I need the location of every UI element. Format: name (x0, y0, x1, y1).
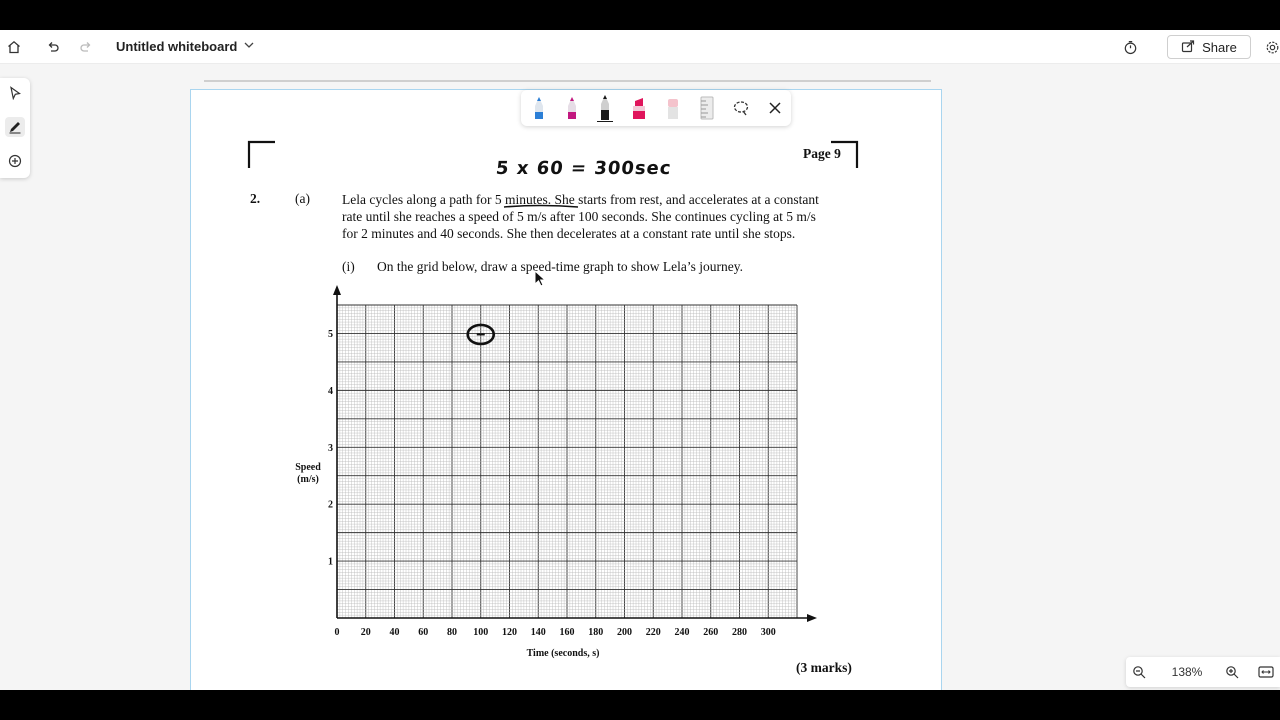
x-tick-label: 40 (389, 627, 400, 638)
share-icon (1181, 39, 1195, 56)
y-axis-label: (m/s) (297, 474, 319, 485)
select-pointer-icon[interactable] (5, 83, 25, 103)
x-tick-label: 300 (760, 627, 776, 638)
close-icon[interactable] (761, 94, 789, 122)
x-tick-label: 160 (559, 627, 575, 638)
paragraph-line-1: Lela cycles along a path for 5 minutes. She starts from rest, and accelerates at a constant (342, 192, 819, 207)
previous-page-edge (204, 80, 931, 82)
pen-icon[interactable] (5, 117, 25, 137)
y-axis-label: Speed (295, 462, 321, 473)
x-tick-label: 280 (732, 627, 747, 638)
add-icon[interactable] (5, 151, 25, 171)
black-pen-icon[interactable] (591, 94, 619, 122)
chevron-down-icon[interactable] (243, 39, 255, 54)
blue-pen-icon[interactable] (525, 94, 553, 122)
x-axis-arrow (807, 614, 817, 622)
corner-mark-left (247, 140, 275, 168)
share-label: Share (1202, 39, 1237, 55)
left-toolbar (0, 78, 30, 178)
share-button[interactable] (1167, 35, 1251, 59)
home-icon[interactable] (4, 37, 24, 57)
handwritten-underline (503, 204, 579, 210)
x-tick-label: 240 (674, 627, 690, 638)
y-axis-arrow (333, 285, 341, 295)
whiteboard-title[interactable] (116, 39, 255, 54)
pink-pen-icon[interactable] (558, 94, 586, 122)
speed-time-grid[interactable] (191, 280, 942, 670)
x-tick-label: 200 (617, 627, 632, 638)
red-highlighter-icon[interactable] (625, 94, 653, 122)
question-number: 2. (250, 191, 261, 206)
marks-label: (3 marks) (796, 660, 852, 675)
x-tick-label: 260 (703, 627, 719, 638)
redo-icon[interactable] (76, 37, 96, 57)
x-tick-label: 80 (447, 627, 457, 638)
x-tick-label: 120 (502, 627, 517, 638)
y-tick-label: 1 (328, 556, 333, 568)
top-bar (0, 30, 1280, 64)
timer-icon[interactable] (1120, 37, 1140, 57)
handwritten-calculation: 5 x 60 = 300sec (494, 158, 673, 179)
mouse-cursor-icon (534, 270, 548, 288)
lasso-select-icon[interactable] (727, 94, 755, 122)
x-axis-label: Time (seconds, s) (526, 648, 600, 659)
y-tick-label: 3 (328, 442, 333, 454)
question-paragraph (342, 191, 862, 242)
x-tick-label: 0 (334, 627, 340, 638)
sub-label: (i) (342, 259, 355, 274)
pdf-page[interactable] (190, 89, 942, 690)
x-tick-label: 180 (588, 627, 604, 638)
title-text: Untitled whiteboard (116, 39, 238, 54)
zoom-controls (1126, 657, 1280, 687)
settings-icon[interactable] (1262, 37, 1280, 57)
zoom-level[interactable]: 138% (1171, 665, 1203, 679)
ruler-icon[interactable] (693, 94, 721, 122)
paragraph-line-3: for 2 minutes and 40 seconds. She then decelerates at a constant rate until she stops. (342, 226, 796, 241)
y-tick-label: 2 (328, 499, 333, 511)
x-tick-label: 100 (473, 627, 489, 638)
zoom-out-icon[interactable] (1130, 663, 1148, 681)
paragraph-line-2: rate until she reaches a speed of 5 m/s after 100 seconds. She continues cycling at 5 m/s (342, 209, 816, 224)
page-label: Page 9 (803, 146, 841, 161)
pen-toolbar (521, 90, 791, 126)
x-tick-label: 220 (645, 627, 661, 638)
undo-icon[interactable] (43, 37, 63, 57)
x-tick-label: 140 (530, 627, 546, 638)
x-tick-label: 20 (360, 627, 371, 638)
y-tick-label: 4 (328, 385, 333, 397)
eraser-icon[interactable] (659, 94, 687, 122)
part-label: (a) (295, 191, 310, 206)
x-tick-label: 60 (418, 627, 429, 638)
fit-to-screen-icon[interactable] (1257, 663, 1275, 681)
whiteboard-app (0, 30, 1280, 690)
zoom-in-icon[interactable] (1223, 663, 1241, 681)
y-tick-label: 5 (328, 328, 333, 340)
instruction-text: On the grid below, draw a speed-time graph to show Lela’s journey. (377, 259, 744, 274)
